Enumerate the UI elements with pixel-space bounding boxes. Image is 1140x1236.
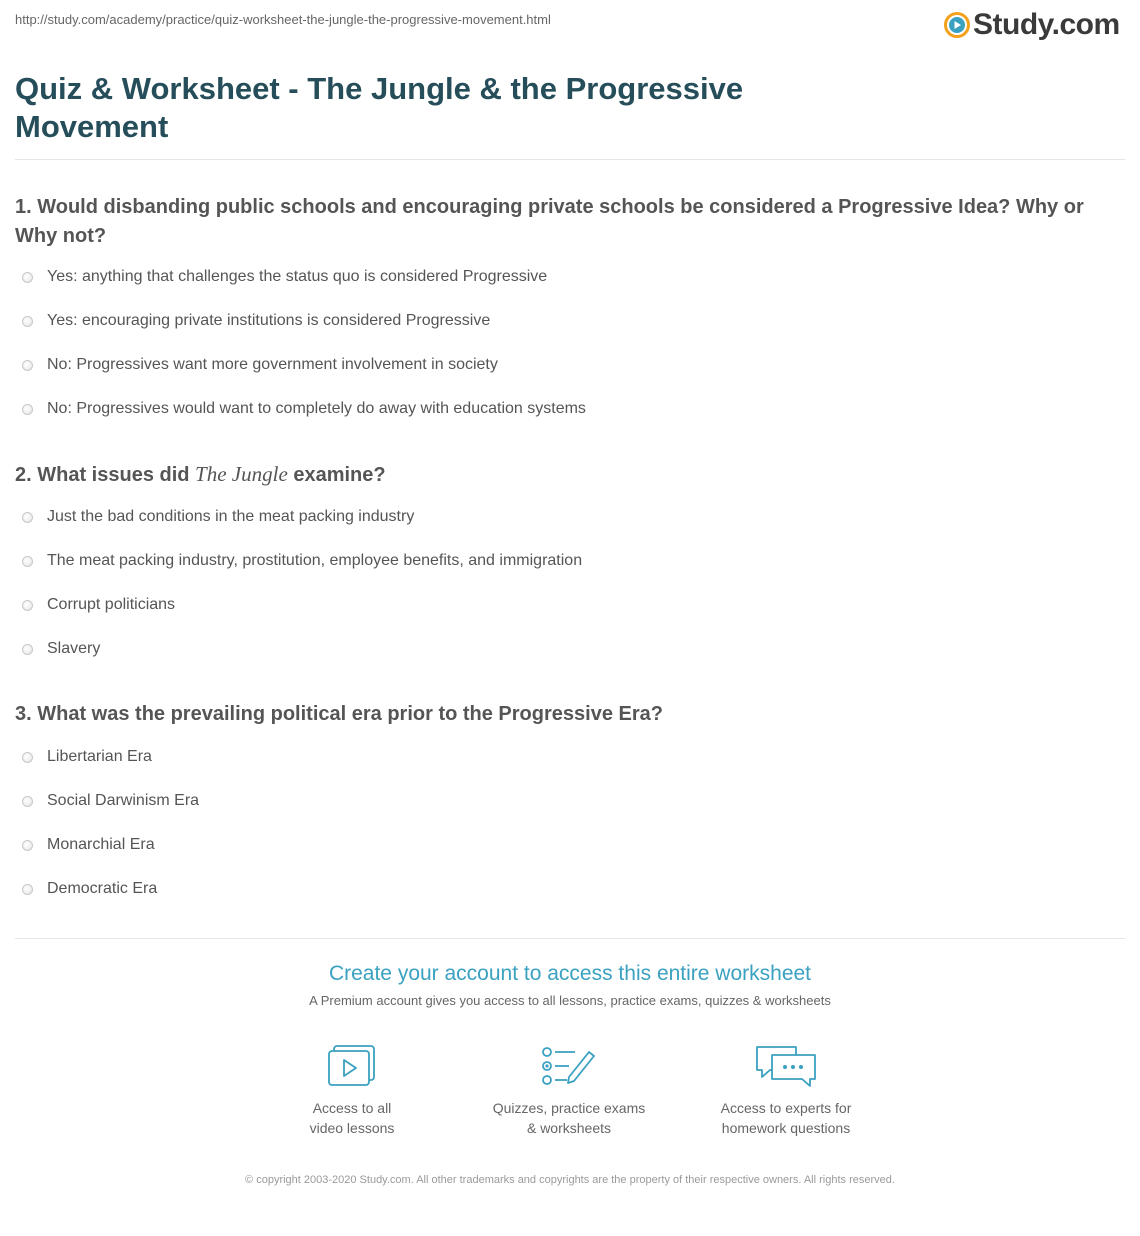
answer-option[interactable] [22, 834, 1022, 878]
question-2-text-end: examine? [287, 464, 386, 486]
title-divider [15, 159, 1125, 160]
radio-button[interactable] [22, 316, 33, 327]
answer-option[interactable] [22, 790, 1022, 834]
answer-option[interactable] [22, 354, 1022, 398]
radio-button[interactable] [22, 512, 33, 523]
answer-option[interactable] [22, 266, 1022, 310]
top-bar [0, 0, 1140, 50]
cta-divider [15, 938, 1125, 939]
feature-label [252, 1098, 452, 1138]
answer-text: Social Darwinism Era [47, 792, 200, 809]
answer-text: The meat packing industry, prostitution, employee benefits, and immigration [47, 552, 583, 569]
question-2-book-title: The Jungle [195, 462, 288, 486]
study-logo[interactable] [944, 8, 1120, 42]
answer-option[interactable] [22, 878, 1022, 922]
radio-button[interactable] [22, 884, 33, 895]
answer-option[interactable] [22, 746, 1022, 790]
feature-experts [686, 1044, 886, 1138]
video-lessons-icon [326, 1044, 378, 1088]
feature-label [686, 1098, 886, 1138]
question-1: 1. Would disbanding public schools and encouraging private schools be considered a Progressive Idea? Why or Why not? [15, 196, 1084, 247]
question-1-options [22, 266, 1022, 442]
feature-video-lessons [252, 1044, 452, 1138]
page-title [15, 70, 775, 146]
cta-subtitle: A Premium account gives you access to all lessons, practice exams, quizzes & worksheets [309, 993, 831, 1008]
answer-text: Yes: anything that challenges the status quo is considered Progressive [47, 268, 548, 285]
page-title-line-2: Movement [15, 109, 169, 144]
answer-option[interactable] [22, 506, 1022, 550]
question-2-text-start: 2. What issues did [15, 464, 196, 486]
answer-text: Just the bad conditions in the meat packing industry [47, 508, 415, 525]
feature-label-line: Access to experts for [720, 1100, 852, 1116]
radio-button[interactable] [22, 644, 33, 655]
answer-text: Slavery [47, 640, 101, 657]
question-3-options [22, 746, 1022, 922]
feature-label-line: Access to all [312, 1100, 392, 1116]
question-2-options [22, 506, 1022, 682]
feature-label-line: homework questions [721, 1120, 851, 1136]
feature-label-line: video lessons [309, 1120, 395, 1136]
answer-text: Libertarian Era [47, 748, 152, 765]
answer-option[interactable] [22, 638, 1022, 682]
logo-text: Study.com [973, 8, 1120, 41]
answer-text: No: Progressives want more government involvement in society [47, 356, 498, 373]
feature-quizzes [469, 1044, 669, 1138]
answer-text: Democratic Era [47, 880, 158, 897]
page-url: http://study.com/academy/practice/quiz-worksheet-the-jungle-the-progressive-movement.html [15, 12, 551, 27]
answer-text: Yes: encouraging private institutions is considered Progressive [47, 312, 491, 329]
answer-option[interactable] [22, 398, 1022, 442]
question-2 [15, 460, 1115, 490]
radio-button[interactable] [22, 600, 33, 611]
feature-label-line: Quizzes, practice exams [492, 1100, 646, 1116]
answer-option[interactable] [22, 310, 1022, 354]
feature-label [469, 1098, 669, 1138]
answer-option[interactable] [22, 550, 1022, 594]
page-title-line-1: Quiz & Worksheet - The Jungle & the Progressive [15, 71, 744, 106]
radio-button[interactable] [22, 840, 33, 851]
answer-text: No: Progressives would want to completely do away with education systems [47, 400, 586, 417]
study-play-logo-icon [944, 12, 970, 38]
radio-button[interactable] [22, 556, 33, 567]
radio-button[interactable] [22, 796, 33, 807]
radio-button[interactable] [22, 272, 33, 283]
quiz-checklist-icon [541, 1044, 597, 1088]
answer-option[interactable] [22, 594, 1022, 638]
question-3: 3. What was the prevailing political era prior to the Progressive Era? [15, 703, 663, 725]
feature-label-line: & worksheets [526, 1120, 612, 1136]
answer-text: Monarchial Era [47, 836, 155, 853]
radio-button[interactable] [22, 752, 33, 763]
chat-bubbles-icon [754, 1044, 818, 1088]
copyright-notice: © copyright 2003-2020 Study.com. All other trademarks and copyrights are the property of their respective owners. All rights reserved. [245, 1174, 895, 1186]
answer-text: Corrupt politicians [47, 596, 176, 613]
create-account-link[interactable]: Create your account to access this entire worksheet [328, 962, 812, 985]
radio-button[interactable] [22, 404, 33, 415]
radio-button[interactable] [22, 360, 33, 371]
